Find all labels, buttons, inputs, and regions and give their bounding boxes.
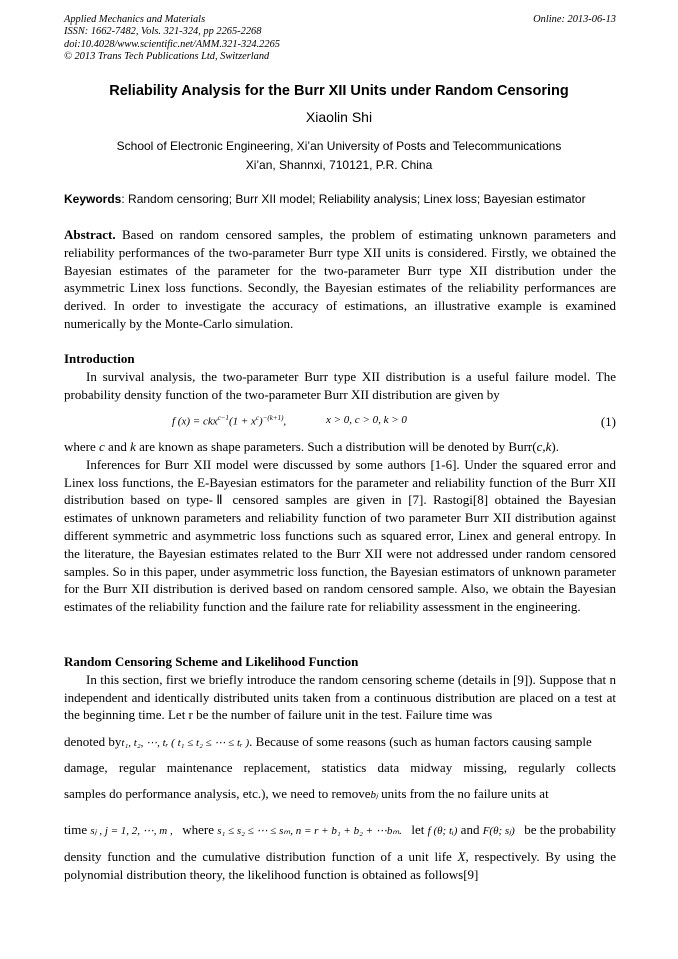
line-time: time sⱼ , j = 1, 2, ⋯, m , where s₁ ≤ s₂ ≤ ⋯ ≤ sₘ, n = r + b₁ + b₂ + ⋯bₘ. let f (θ; tᵢ) and F(θ; sⱼ) be the probability — [64, 822, 616, 837]
issn-line: ISSN: 1662-7482, Vols. 321-324, pp 2265-2268 — [64, 26, 262, 38]
random-censoring-paragraph-2: density function and the cumulative distribution function of a unit life X, respectively. By using the polynomial distribution theory, the likelihood function is obtained as follows[9] — [64, 849, 616, 882]
abstract-text: Based on random censored samples, the problem of estimating unknown parameters and reliability performances of the two-parameter Burr type XII units is considered. Firstly, we obtained the Bayesian estimates of the parameter for the two-parameter Burr type XII distribution under the asymmetric Linex loss functions. Secondly, the Bayesian estimates of the reliability performances are derived. In order to investigate the accuracy of estimations, an illustrative example is examined numerically by the Monte-Carlo simulation. — [64, 227, 616, 331]
introduction-paragraph-3: Inferences for Burr XII model were discussed by some authors [1-6]. Under the squared error and Linex loss functions, the E-Bayesian estimators for the parameter and reliability function of the Burr XII distribution based on type-Ⅱ censored samples are given in [7]. Rastogi[8] obtained the Bayesian estimates of unknown parameters and reliability function of two parameter Burr XII distribution against different symmetric and asymmetric loss functions such as squared error, Linex and general entropy. In the literature, the Bayesian estimates related to the Burr XII were not addressed under random censored samples. So in this paper, under asymmetric loss function, the Bayesian estimators of unknown parameter for the Burr XII distribution is derived based on random censored sample. Also, we obtain the Bayesian estimates of the reliability function and the failure rate for reliability assessment in the engineering. — [64, 456, 616, 615]
affiliation — [0, 137, 678, 175]
abstract — [64, 226, 616, 333]
introduction-heading: Introduction — [64, 351, 135, 366]
random-censoring-heading: Random Censoring Scheme and Likelihood Function — [64, 654, 359, 669]
line-damage: damage, regular maintenance replacement, statistics data midway missing, regularly collects — [64, 760, 616, 775]
keywords — [64, 192, 616, 206]
equation-1-number: (1) — [600, 414, 616, 429]
paper-title: Reliability Analysis for the Burr XII Units under Random Censoring — [109, 83, 569, 99]
affiliation-line-1: School of Electronic Engineering, Xi’an University of Posts and Telecommunications — [116, 139, 562, 153]
bj-math: bⱼ — [370, 789, 378, 801]
equation-1 — [64, 414, 616, 430]
affiliation-line-2: Xi’an, Shannxi, 710121, P.R. China — [245, 158, 433, 172]
author-name: Xiaolin Shi — [305, 109, 373, 125]
equation-1-formula: f $(x) = ckx^{c-1}(1 + x^c)^{-(k+1)}$, — [172, 414, 287, 428]
random-censoring-paragraph-1: In this section, first we briefly introduce the random censoring scheme (details in [9]). Suppose that n independent and identically distributed units taken from a continuous distribution are placed on a test at the beginning time. Let r be the number of failure unit in the test. Failure time was — [64, 671, 616, 723]
equation-1-condition: x > 0, c > 0, k > 0 — [326, 414, 407, 426]
journal-name: Applied Mechanics and Materials — [64, 14, 206, 25]
random-censoring-section — [64, 653, 616, 724]
introduction-paragraph-1: In survival analysis, the two-parameter Burr type XII distribution is a useful failure model. The probability density function of the two-parameter Burr XII distribution are given by — [64, 368, 616, 402]
doi-line: doi:10.4028/www.scientific.net/AMM.321-324.2265 — [64, 38, 280, 50]
introduction-section — [64, 350, 616, 403]
copyright-line: © 2013 Trans Tech Publications Ltd, Switzerland — [64, 51, 270, 63]
keywords-text: : Random censoring; Burr XII model; Reliability analysis; Linex loss; Bayesian estimator — [121, 192, 586, 206]
introduction-paragraph-2: where c and k are known as shape parameters. Such a distribution will be denoted by Burr(c,k). — [64, 439, 559, 454]
failure-times-math: t₁, t₂, ⋯, tᵣ ( t₁ ≤ t₂ ≤ ⋯ ≤ tᵣ ) — [121, 737, 250, 749]
introduction-continued — [64, 438, 616, 616]
online-date: Online: 2013-06-13 — [533, 14, 616, 25]
journal-header — [64, 14, 616, 64]
keywords-label: Keywords — [64, 192, 122, 206]
line-samples: samples do performance analysis, etc.), we need to removebⱼ units from the no failure units at — [64, 786, 549, 801]
abstract-label: Abstract. — [64, 227, 116, 242]
line-denoted: denoted byt₁, t₂, ⋯, tᵣ ( t₁ ≤ t₂ ≤ ⋯ ≤ tᵣ ). Because of some reasons (such as human factors causing sample — [64, 734, 592, 749]
